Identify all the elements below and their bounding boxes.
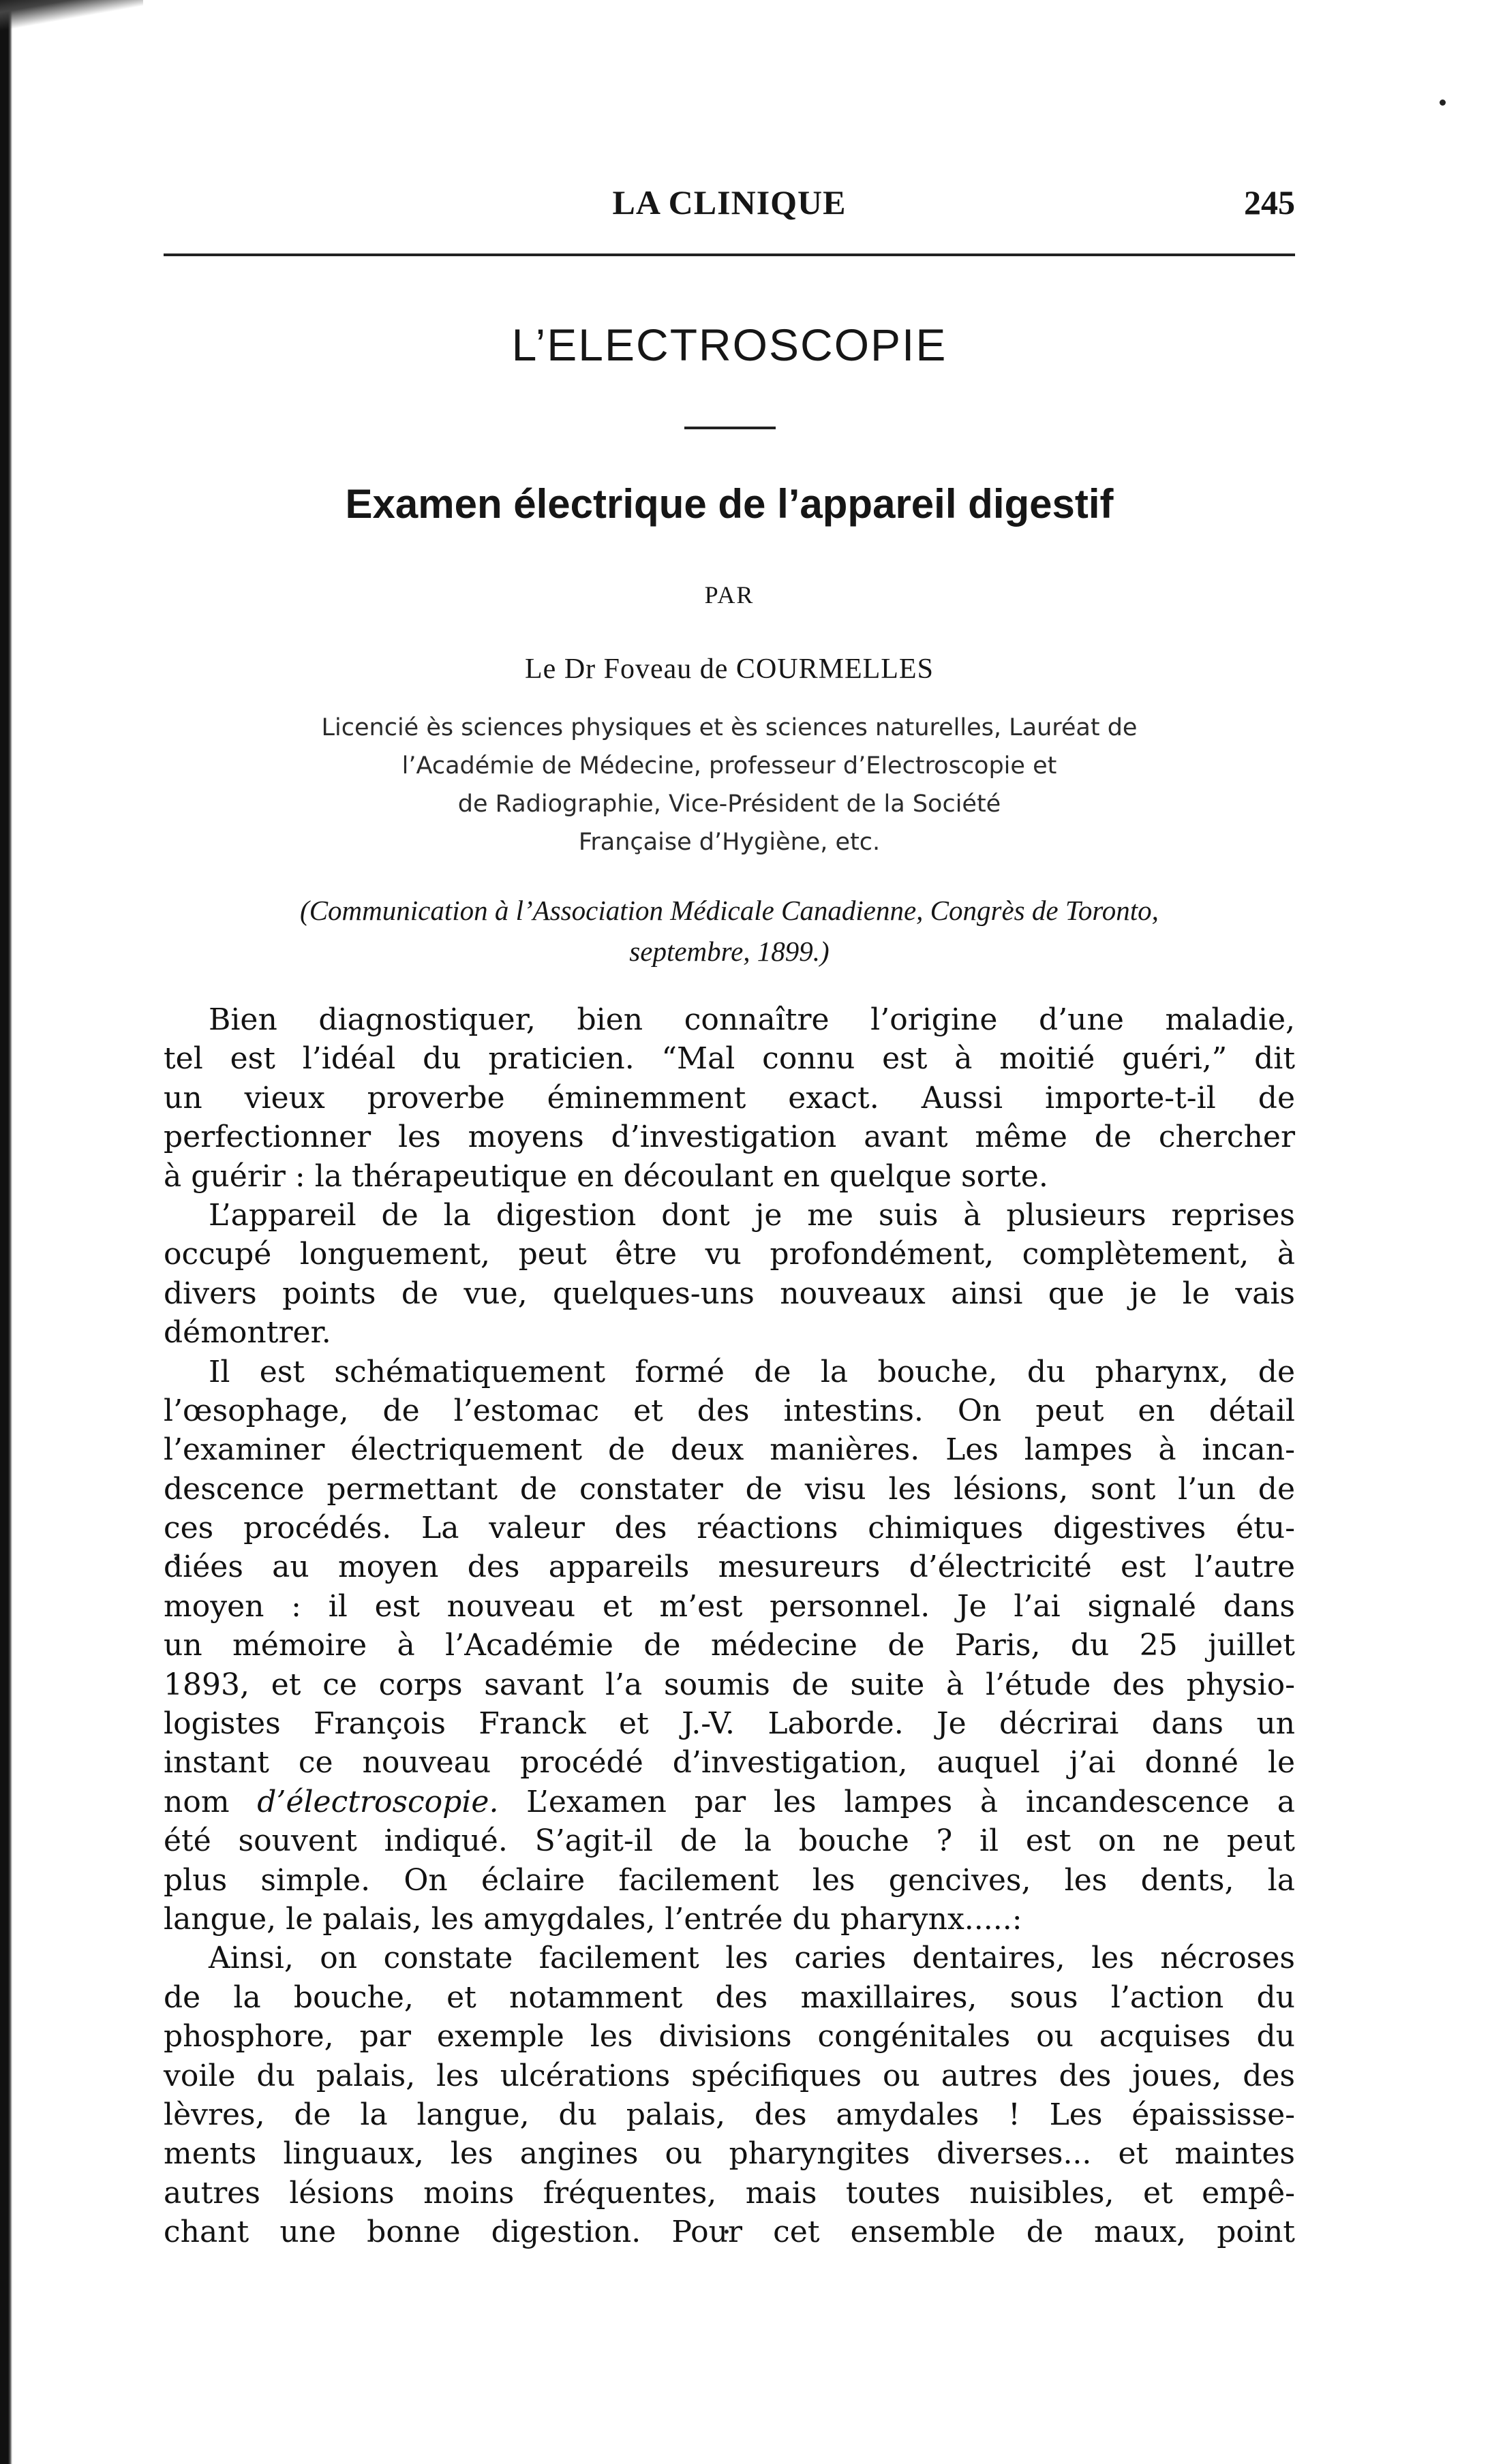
- body-line: 1893, et ce corps savant l’a soumis de suite à l’étude des physio-: [164, 1667, 1295, 1702]
- running-title: LA CLINIQUE: [612, 183, 847, 221]
- body-line: moyen : il est nouveau et m’est personnel. Je l’ai signalé dans: [164, 1588, 1295, 1624]
- communication-note: [164, 890, 1295, 972]
- body-line: phosphore, par exemple les divisions congénitales ou acquises du: [164, 2019, 1295, 2054]
- body-line: L’appareil de la digestion dont je me suis à plusieurs reprises: [209, 1197, 1295, 1233]
- body-line: Bien diagnostiquer, bien connaître l’origine d’une maladie,: [209, 1002, 1295, 1037]
- body-line: diées au moyen des appareils mesureurs d’électricité est l’autre: [164, 1550, 1295, 1585]
- communication-line: (Communication à l’Association Médicale Canadienne, Congrès de Toronto,: [300, 895, 1159, 926]
- body-line: l’œsophage, de l’estomac et des intestins. On peut en détail: [164, 1393, 1295, 1428]
- body-line: lèvres, de la langue, du palais, des amydales ! Les épaississe-: [164, 2097, 1295, 2132]
- credentials-line: Licencié ès sciences physiques et ès sciences naturelles, Lauréat de: [321, 714, 1138, 741]
- credentials-line: l’Académie de Médecine, professeur d’Electroscopie et: [401, 752, 1057, 780]
- body-line: chant une bonne digestion. Pour cet ensemble de maux, point: [164, 2215, 1295, 2250]
- body-line: été souvent indiqué. S’agit-il de la bouche ? il est on ne peut: [164, 1823, 1295, 1859]
- body-line: logistes François Franck et J.-V. Laborde. Je décrirai dans un: [164, 1706, 1295, 1742]
- body-line: langue, le palais, les amygdales, l’entrée du pharynx.....:: [164, 1901, 1022, 1937]
- body-line: un mémoire à l’Académie de médecine de Paris, du 25 juillet: [164, 1628, 1295, 1663]
- body-line: plus simple. On éclaire facilement les gencives, les dents, la: [164, 1862, 1295, 1898]
- body-line: démontrer.: [164, 1315, 331, 1351]
- article-title: L’ELECTROSCOPIE: [511, 320, 947, 370]
- body-line: descence permettant de constater de visu les lésions, sont l’un de: [164, 1471, 1295, 1507]
- page-number: 245: [1244, 183, 1295, 221]
- header-rule: [164, 253, 1295, 256]
- body-line: nom d’électroscopie. L’examen par les lampes à incandescence a: [164, 1784, 1295, 1819]
- title-divider: [684, 427, 776, 429]
- body-line: ments linguaux, les angines ou pharyngites diverses... et maintes: [164, 2136, 1295, 2172]
- body-line: Il est schématiquement formé de la bouche, du pharynx, de: [209, 1354, 1295, 1389]
- body-line: l’examiner électriquement de deux manières. Les lampes à incan-: [164, 1432, 1295, 1468]
- body-line: instant ce nouveau procédé d’investigation, auquel j’ai donné le: [164, 1745, 1295, 1781]
- article-body: [164, 1000, 1295, 2252]
- article-subtitle: Examen électrique de l’appareil digestif: [345, 481, 1114, 527]
- by-line-label: PAR: [704, 581, 755, 609]
- body-line: divers points de vue, quelques-uns nouveaux ainsi que je le vais: [164, 1276, 1295, 1311]
- body-line: voile du palais, les ulcérations spécifiques ou autres des joues, des: [164, 2058, 1295, 2093]
- ink-speck: [1440, 99, 1446, 106]
- body-line: occupé longuement, peut être vu profondément, complètement, à: [164, 1237, 1295, 1272]
- binding-edge: [0, 0, 12, 2464]
- credentials-line: Française d’Hygiène, etc.: [578, 829, 881, 856]
- body-line: de la bouche, et notamment des maxillaires, sous l’action du: [164, 1980, 1295, 2015]
- author-credentials: [164, 709, 1295, 861]
- body-line: tel est l’idéal du praticien. “Mal connu est à moitié guéri,” dit: [164, 1041, 1295, 1077]
- credentials-line: de Radiographie, Vice-Président de la Société: [457, 790, 1001, 818]
- page-header: [164, 183, 1295, 237]
- body-line: autres lésions moins fréquentes, mais toutes nuisibles, et empê-: [164, 2175, 1295, 2211]
- communication-line: septembre, 1899.): [629, 936, 830, 967]
- body-line: ces procédés. La valeur des réactions chimiques digestives étu-: [164, 1511, 1295, 1546]
- body-line: perfectionner les moyens d’investigation avant même de chercher: [164, 1120, 1295, 1155]
- body-line: Ainsi, on constate facilement les caries dentaires, les nécroses: [209, 1941, 1295, 1976]
- author-name: Le Dr Foveau de COURMELLES: [525, 653, 934, 685]
- corner-scan-mark: [0, 0, 143, 35]
- body-line: un vieux proverbe éminemment exact. Aussi importe-t-il de: [164, 1080, 1295, 1115]
- body-line: à guérir : la thérapeutique en découlant en quelque sorte.: [164, 1158, 1048, 1194]
